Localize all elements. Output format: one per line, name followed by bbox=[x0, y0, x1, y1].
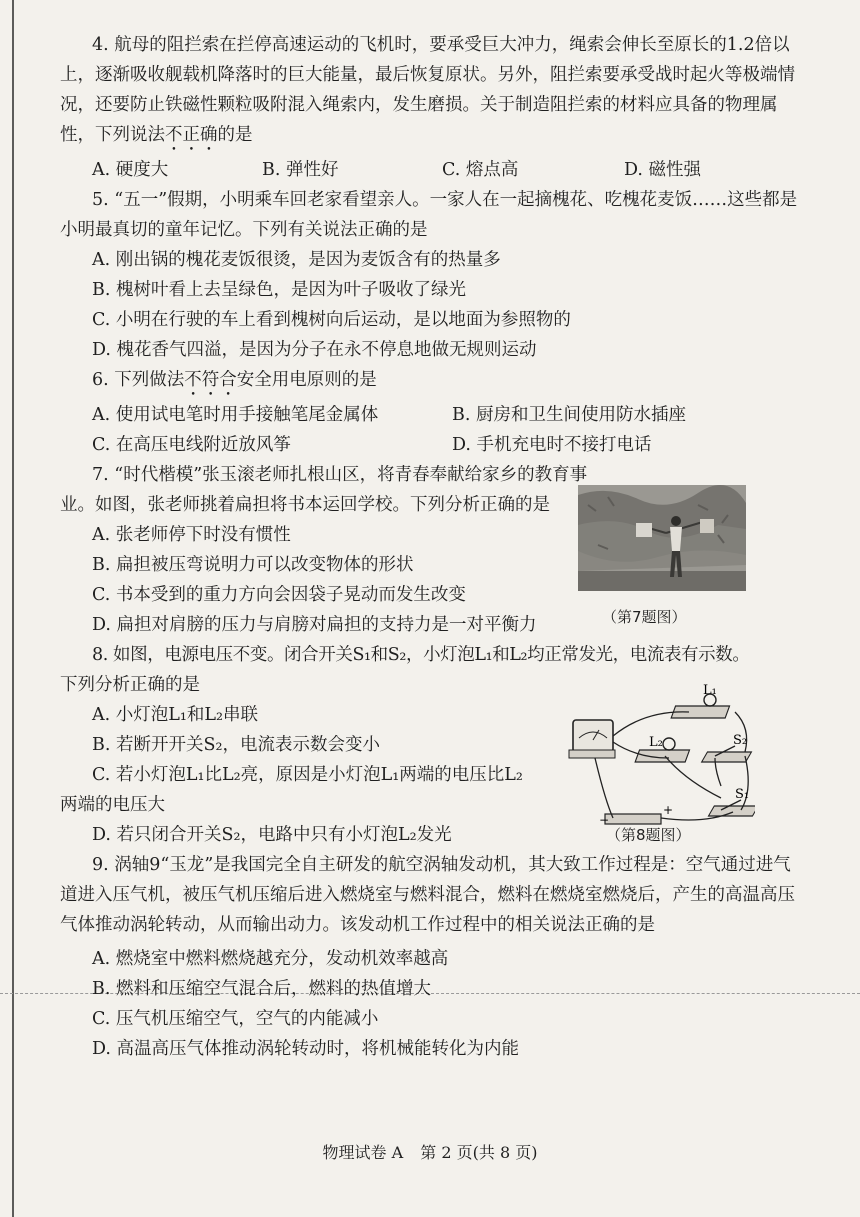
q6-option-b: B. 厨房和卫生间使用防水插座 bbox=[452, 405, 686, 425]
q9-option-b: B. 燃料和压缩空气混合后，燃料的热值增大 bbox=[92, 979, 431, 999]
question-8-stem-line2: 下列分析正确的是 bbox=[60, 675, 200, 695]
label-s2: S₂ bbox=[733, 733, 748, 748]
q4-option-d: D. 磁性强 bbox=[624, 160, 702, 180]
circuit-illustration bbox=[565, 680, 755, 835]
battery-minus-label: − bbox=[599, 813, 610, 827]
label-l2: L₂ bbox=[649, 735, 663, 750]
q8-option-d: D. 若只闭合开关S₂，电路中只有小灯泡L₂发光 bbox=[92, 825, 452, 845]
q6-emphasis: 不符合 bbox=[184, 370, 237, 390]
question-4-stem bbox=[60, 30, 800, 155]
q9-option-a: A. 燃烧室中燃料燃烧越充分，发动机效率越高 bbox=[92, 949, 449, 969]
page-footer bbox=[0, 1140, 860, 1163]
footer-page-number: 第 2 页(共 8 页) bbox=[420, 1143, 538, 1162]
question-7-stem: 7. “时代楷模”张玉滚老师扎根山区，将青春奉献给家乡的教育事业。如图，张老师挑着扁担将书本运回学校。下列分析正确的是 bbox=[60, 465, 588, 515]
q8-option-a: A. 小灯泡L₁和L₂串联 bbox=[92, 705, 259, 725]
teacher-photo-illustration bbox=[578, 485, 746, 591]
binding-margin-line bbox=[12, 0, 14, 1217]
q4-option-b: B. 弹性好 bbox=[262, 160, 339, 180]
q9-option-c: C. 压气机压缩空气，空气的内能减小 bbox=[92, 1009, 379, 1029]
label-l1: L₁ bbox=[703, 683, 717, 698]
q8-option-c: C. 若小灯泡L₁比L₂亮，原因是小灯泡L₁两端的电压比L₂ bbox=[92, 765, 523, 785]
question-6-options-row2 bbox=[60, 430, 800, 460]
battery-plus-label: + bbox=[663, 803, 674, 817]
q7-option-d: D. 扁担对肩膀的压力与肩膀对扁担的支持力是一对平衡力 bbox=[92, 615, 537, 635]
q7-option-b: B. 扁担被压弯说明力可以改变物体的形状 bbox=[92, 555, 414, 575]
q4-emphasis: 不正确 bbox=[165, 125, 218, 145]
q8-option-b: B. 若断开开关S₂，电流表示数会变小 bbox=[92, 735, 380, 755]
question-5-stem: 5. “五一”假期，小明乘车回老家看望亲人。一家人在一起摘槐花、吃槐花麦饭……这些都是小明最真切的童年记忆。下列有关说法正确的是 bbox=[60, 190, 798, 240]
q5-option-a: A. 刚出锅的槐花麦饭很烫，是因为麦饭含有的热量多 bbox=[92, 250, 501, 270]
q5-option-c: C. 小明在行驶的车上看到槐树向后运动，是以地面为参照物的 bbox=[92, 310, 571, 330]
q5-option-b: B. 槐树叶看上去呈绿色，是因为叶子吸收了绿光 bbox=[92, 280, 466, 300]
q8-option-c-continued: 两端的电压大 bbox=[60, 795, 165, 815]
q6-option-a: A. 使用试电笔时用手接触笔尾金属体 bbox=[92, 405, 379, 425]
q4-stem-text: 4. 航母的阻拦索在拦停高速运动的飞机时，要承受巨大冲力，绳索会伸长至原长的1.2倍以上，逐渐吸收舰载机降落时的巨大能量，最后恢复原状。另外，阻拦索要承受战时起火等极端情况，还要防止铁磁性颗粒吸附混入绳索内，发生磨损。关于制造阻拦索的材料应具备的物理属性，下列说法 bbox=[60, 35, 795, 145]
q6-stem-text: 6. 下列做法 bbox=[92, 370, 185, 390]
q5-option-d: D. 槐花香气四溢，是因为分子在永不停息地做无规则运动 bbox=[92, 340, 537, 360]
question-4-options bbox=[60, 155, 800, 185]
question-6-stem bbox=[60, 365, 800, 400]
label-s1: S₁ bbox=[735, 787, 750, 802]
figure-8-caption: （第8题图） bbox=[606, 826, 691, 844]
figure-7-caption: （第7题图） bbox=[602, 608, 687, 626]
q9-option-d: D. 高温高压气体推动涡轮转动时，将机械能转化为内能 bbox=[92, 1039, 520, 1059]
question-7-photo bbox=[578, 485, 746, 591]
q6-option-d: D. 手机充电时不接打电话 bbox=[452, 435, 652, 455]
q7-option-c: C. 书本受到的重力方向会因袋子晃动而发生改变 bbox=[92, 585, 466, 605]
q7-option-a: A. 张老师停下时没有惯性 bbox=[92, 525, 291, 545]
question-9-stem: 9. 涡轴9“玉龙”是我国完全自主研发的航空涡轴发动机，其大致工作过程是：空气通过进气道进入压气机，被压气机压缩后进入燃烧室与燃料混合，燃料在燃烧室燃烧后，产生的高温高压气体推动涡轮转动，从而输出动力。该发动机工作过程中的相关说法正确的是 bbox=[60, 855, 795, 935]
q6-option-c: C. 在高压电线附近放风筝 bbox=[92, 435, 291, 455]
question-6-options-row1 bbox=[60, 400, 800, 430]
footer-paper-name: 物理试卷 A bbox=[322, 1143, 404, 1162]
q4-option-c: C. 熔点高 bbox=[442, 160, 519, 180]
q4-option-a: A. 硬度大 bbox=[92, 160, 169, 180]
q6-stem-end: 安全用电原则的是 bbox=[236, 370, 377, 390]
q4-stem-end: 的是 bbox=[217, 125, 253, 145]
question-8-stem-line1: 8. 如图，电源电压不变。闭合开关S₁和S₂，小灯泡L₁和L₂均正常发光，电流表有示数。 bbox=[92, 645, 750, 665]
question-8-circuit-diagram bbox=[565, 680, 755, 835]
